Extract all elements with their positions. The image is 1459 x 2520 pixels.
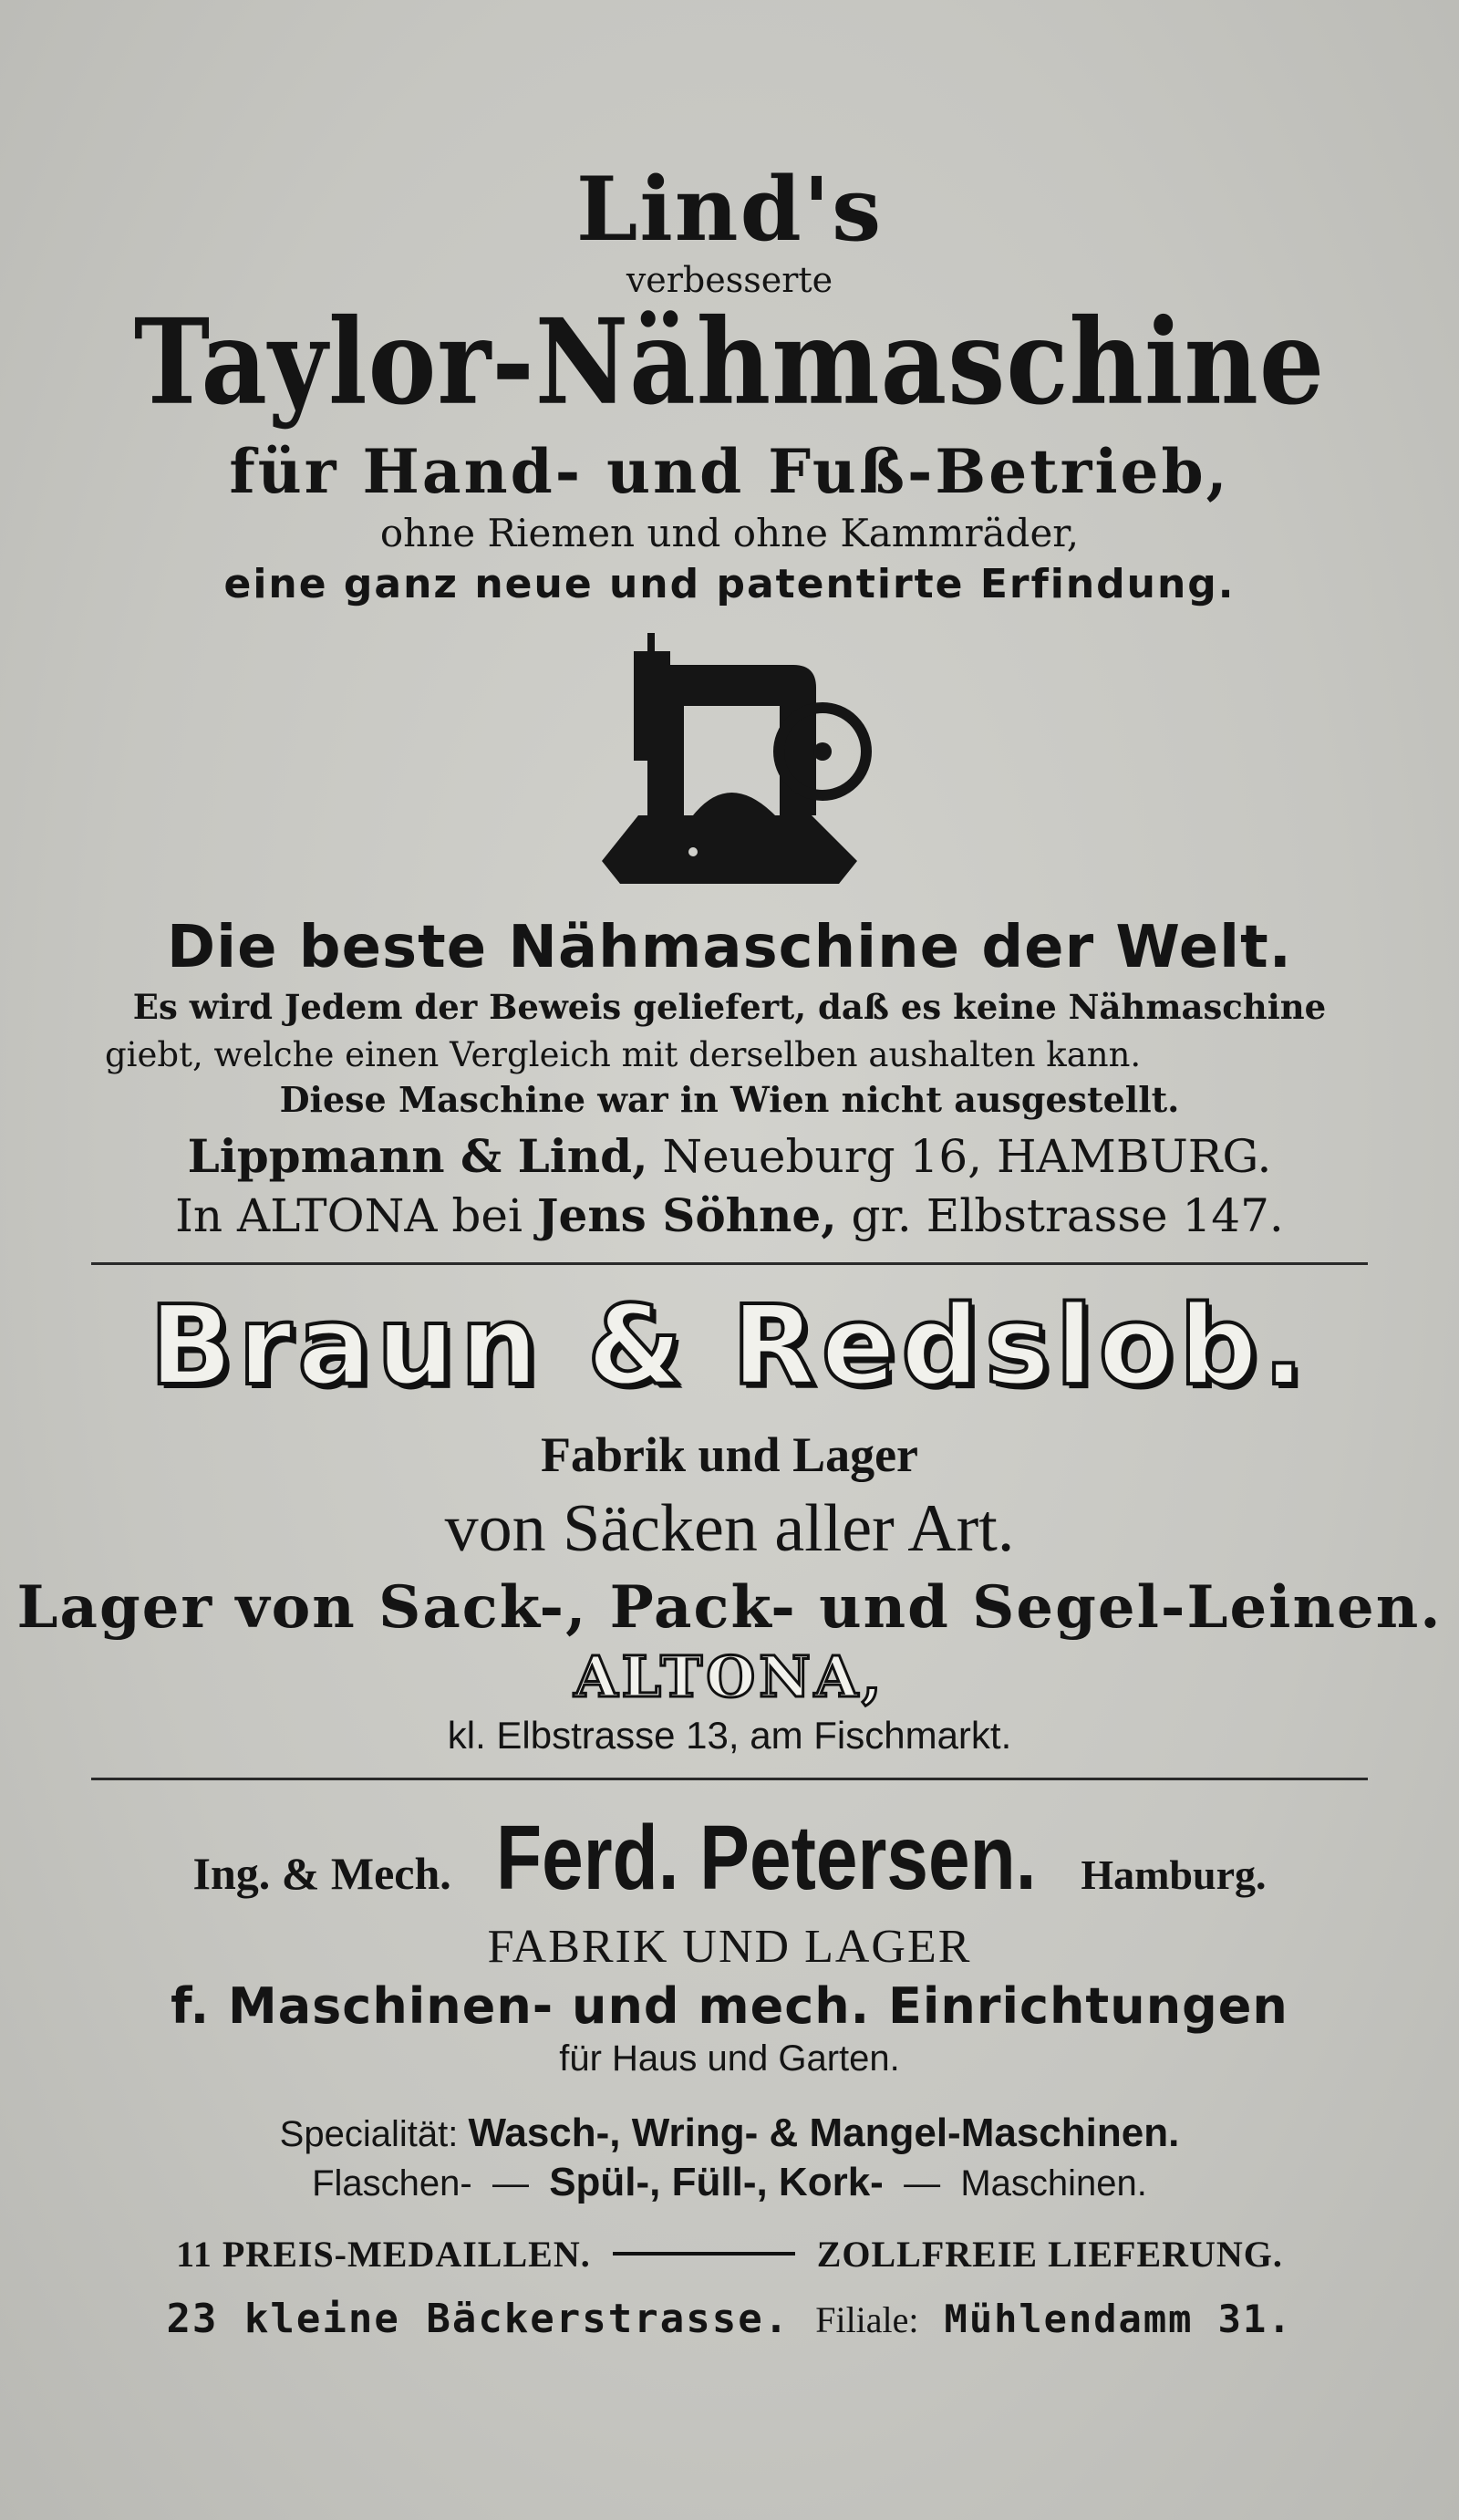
- petersen-bottles-suffix: Maschinen.: [960, 2162, 1147, 2204]
- petersen-bottles-items: Spül-, Füll-, Kork-: [549, 2159, 884, 2204]
- petersen-medals-row: [0, 2233, 1459, 2276]
- braun-address: kl. Elbstrasse 13, am Fischmarkt.: [447, 1713, 1012, 1757]
- petersen-house-text: für Haus und Garten.: [559, 2038, 900, 2079]
- lind-proof-line-1: Es wird Jedem der Beweis geliefert, daß es keine Nähmaschine: [132, 987, 1327, 1028]
- braun-advertisement: [0, 1283, 1459, 1758]
- lind-product-name: Taylor-Nähmaschine: [133, 293, 1326, 431]
- lind-exhibition-note: Diese Maschine war in Wien nicht ausgestellt.: [279, 1078, 1180, 1120]
- rule-icon: [613, 2252, 795, 2256]
- petersen-name: Ferd. Petersen.: [495, 1806, 1037, 1909]
- petersen-medals: 11 PREIS-MEDAILLEN.: [176, 2233, 591, 2275]
- petersen-factory-text: FABRIK UND LAGER: [487, 1920, 972, 1973]
- petersen-header: [0, 1806, 1459, 1911]
- lind-altona-address: [0, 1188, 1459, 1242]
- petersen-specialty-items: Wasch-, Wring- & Mangel-Maschinen.: [468, 2110, 1180, 2155]
- dash-icon: —: [893, 2162, 951, 2204]
- braun-linen-text: Lager von Sack-, Pack- und Segel-Leinen.: [16, 1572, 1443, 1642]
- lind-title: Lind's: [575, 158, 884, 261]
- lind-advertisement: [0, 158, 1459, 1242]
- braun-factory-text: Fabrik und Lager: [540, 1426, 919, 1482]
- lind-no-belts-text: ohne Riemen und ohne Kammräder,: [379, 511, 1080, 556]
- lind-drive-text: für Hand- und Fuß-Betrieb,: [229, 436, 1230, 508]
- dash-icon: —: [481, 2162, 540, 2204]
- sewing-machine-icon: [584, 633, 875, 897]
- section-divider: [91, 1778, 1368, 1780]
- sewing-machine-illustration: [0, 633, 1459, 897]
- lind-subtitle: verbesserte: [626, 259, 833, 300]
- lind-new-invention-text: eine ganz neue und patentirte Erfindung.: [223, 561, 1236, 608]
- petersen-specialty: [0, 2110, 1459, 2156]
- lind-address: [0, 1129, 1459, 1183]
- section-divider: [91, 1262, 1368, 1265]
- braun-sacks-text: von Säcken aller Art.: [444, 1490, 1015, 1566]
- lind-altona-street: gr. Elbstrasse 147.: [851, 1188, 1284, 1242]
- petersen-duty-free: ZOLLFREIE LIEFERUNG.: [816, 2233, 1283, 2275]
- lind-best-claim: Die beste Nähmaschine der Welt.: [167, 914, 1292, 982]
- petersen-machines-text: f. Maschinen- und mech. Einrichtungen: [171, 1976, 1288, 2035]
- lind-address-firm: Lippmann & Lind,: [187, 1128, 648, 1183]
- petersen-advertisement: [0, 1806, 1459, 2342]
- lind-altona-firm: Jens Söhne,: [536, 1187, 837, 1242]
- petersen-bottles-prefix: Flaschen-: [312, 2162, 472, 2204]
- lind-altona-prefix: In ALTONA bei: [175, 1188, 523, 1242]
- petersen-address-row: [0, 2296, 1459, 2342]
- petersen-branch: Mühlendamm 31.: [944, 2296, 1293, 2341]
- petersen-bottle-machines: [0, 2160, 1459, 2205]
- petersen-branch-label: Filiale:: [815, 2298, 919, 2340]
- braun-city: ALTONA,: [574, 1643, 885, 1710]
- petersen-street: 23 kleine Bäckerstrasse.: [166, 2295, 791, 2342]
- petersen-title: Ing. & Mech.: [192, 1847, 451, 1899]
- braun-firm-name: Braun & Redslob.: [149, 1282, 1310, 1410]
- petersen-city: Hamburg.: [1081, 1851, 1267, 1898]
- petersen-specialty-label: Specialität:: [279, 2113, 459, 2154]
- lind-proof-line-2: giebt, welche einen Vergleich mit derselben aushalten kann.: [105, 1034, 1142, 1074]
- lind-address-street: Neueburg 16, HAMBURG.: [662, 1129, 1272, 1183]
